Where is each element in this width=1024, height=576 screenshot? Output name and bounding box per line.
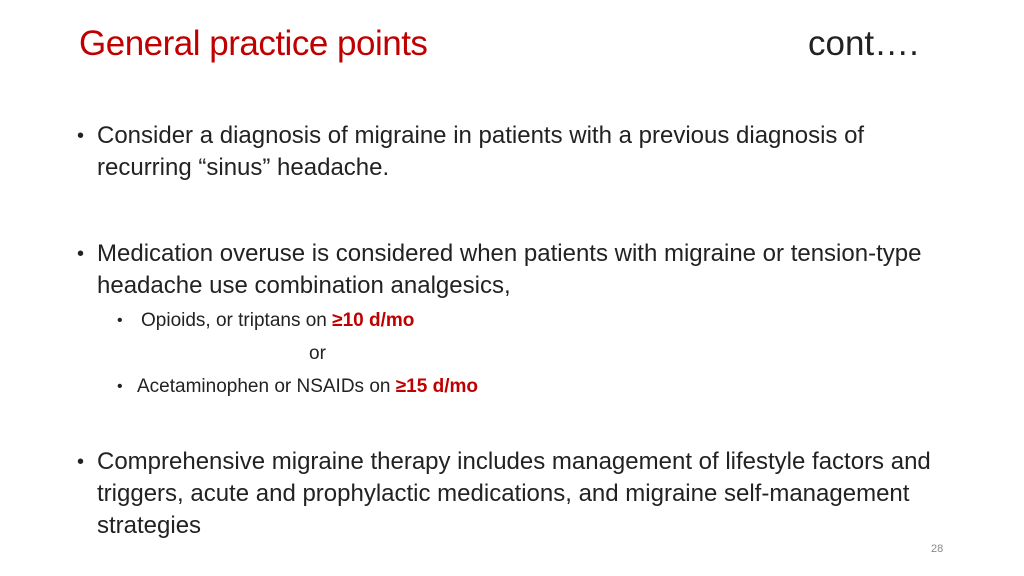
sub-bullet-text [137, 308, 414, 334]
bullet-marker: • [77, 451, 85, 473]
bullet-item [77, 446, 957, 542]
sub-bullet-item [117, 308, 414, 334]
sub-bullet-text [137, 374, 478, 400]
page-number: 28 [931, 543, 944, 555]
or-separator: or [309, 343, 326, 364]
bullet-text: Consider a diagnosis of migraine in patients with a previous diagnosis of recurring “sinus” headache. [97, 122, 865, 181]
sub-bullet-label: Opioids, or triptans on [141, 310, 333, 331]
bullet-item [77, 120, 957, 184]
bullet-marker: • [77, 125, 85, 147]
threshold-highlight: ≥15 d/mo [395, 376, 478, 397]
title-continuation: cont…. [808, 24, 919, 63]
bullet-marker: • [77, 243, 85, 265]
sub-bullet-marker: • [117, 378, 123, 395]
bullet-text: Comprehensive migraine therapy includes management of lifestyle factors and triggers, acute and prophylactic medications, and migraine self-management strategies [97, 448, 931, 539]
sub-bullet-marker: • [117, 312, 123, 329]
bullet-item [77, 238, 957, 302]
sub-bullet-item [117, 374, 478, 400]
slide-title: General practice points [79, 24, 428, 63]
sub-bullet-label: Acetaminophen or NSAIDs on [137, 376, 396, 397]
bullet-text: Medication overuse is considered when patients with migraine or tension-type headache use combination analgesics, [97, 240, 922, 299]
threshold-highlight: ≥10 d/mo [332, 310, 415, 331]
